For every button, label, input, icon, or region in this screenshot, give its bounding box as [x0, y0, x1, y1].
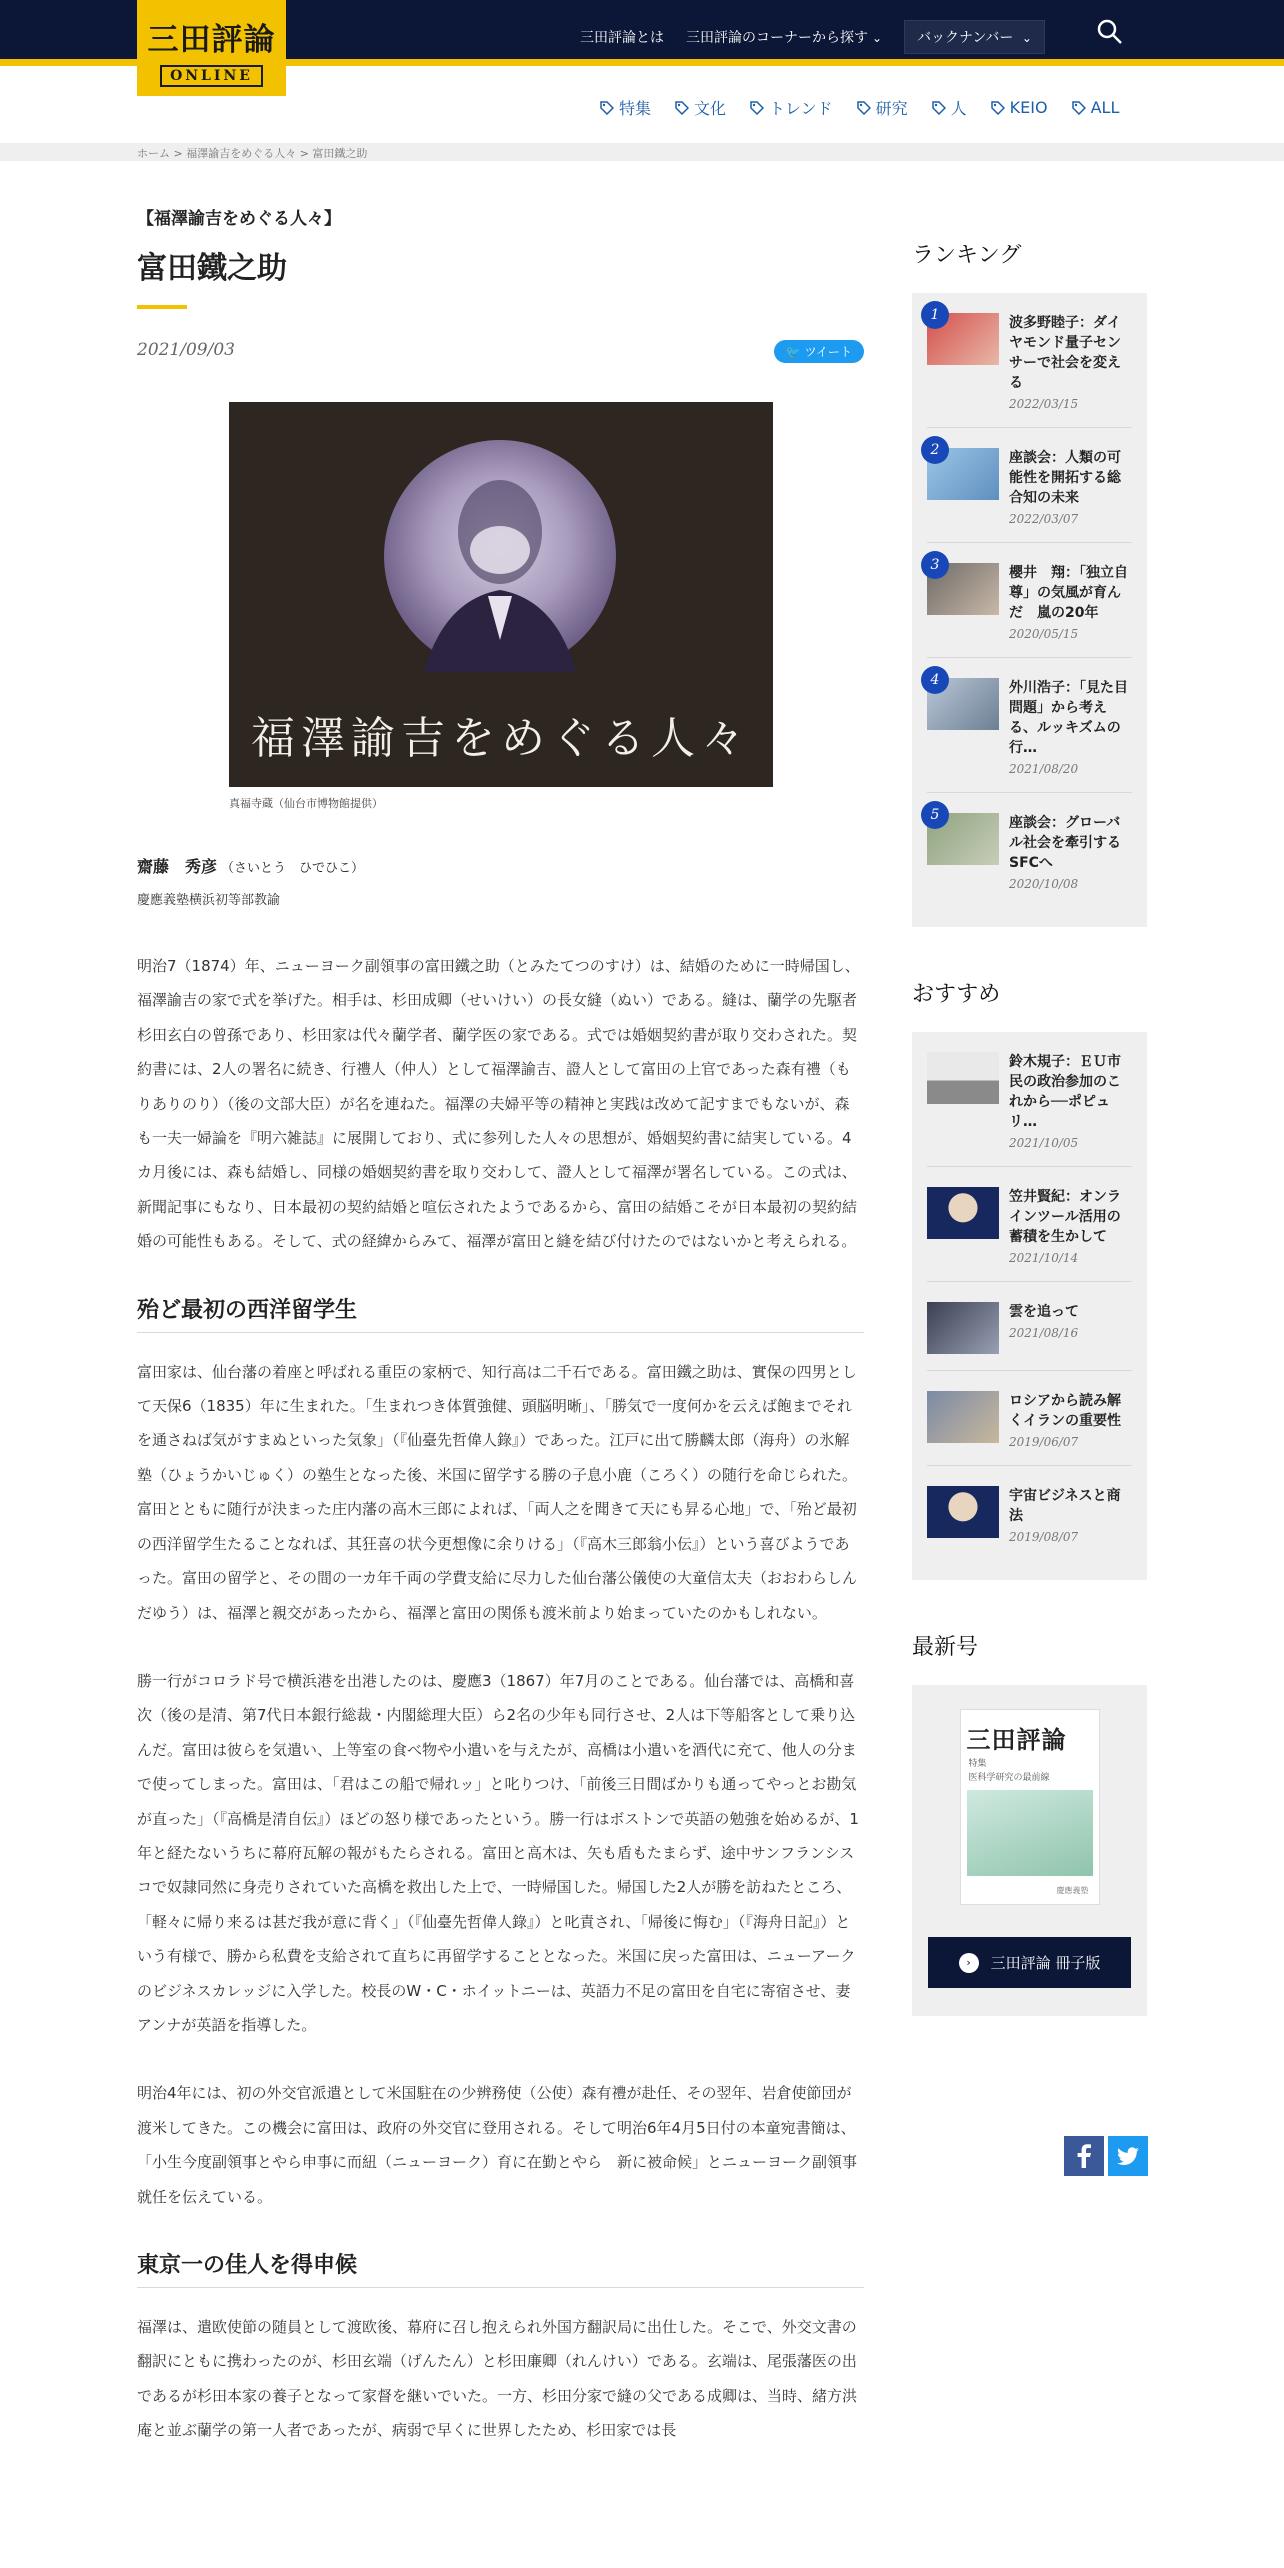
portrait-photo — [384, 440, 616, 672]
reco-heading: おすすめ — [912, 982, 1001, 1007]
paragraph: 勝一行がコロラド号で横浜港を出港したのは、慶應3（1867）年7月のことである。仙台藩では、高橋和喜次（後の是清、第7代日本銀行総裁・内閣総理大臣）ら2名の少年も同行させ、2人は下等船客として乗り込んだ。富田は彼らを気遣い、上等室の食べ物や小遣いを与えたが、高橋は小遣いを酒代に充て、他人の分まで使ってしまった。富田は、「君はこの船で帰れッ」と叱りつけ、「前後三日間ばかりも通ってやっとお勘気が直った」（『高橋是清自伝』）ほどの怒り様であったという。勝一行はボストンで英語の勉強を始めるが、1年と経たないうちに幕府瓦解の報がもたらされる。富田と高木は、矢も盾もたまらず、途中サンフランシスコで奴隷同然に身売りされていた高橋を救出した上で、一時帰国した。帰国した2人が勝を訪ねたところ、「軽々に帰り来るは甚だ我が意に背く」（『仙臺先哲偉人錄』）と叱責され、「帰後に悔む」（『海舟日記』）という有様で、勝から私費を支給されて直ちに再留学することとなった。米国に戻った富田は、ニューアークのビジネスカレッジに入学した。校長のW・C・ホイットニーは、英語力不足の富田を自宅に寄宿させ、妻アンナが英語を指導した。 — [137, 1671, 859, 2034]
tag-icon — [932, 101, 946, 115]
reco-date: 2019/08/07 — [1009, 1530, 1079, 1544]
reco-item[interactable] — [927, 1183, 1132, 1282]
tag-icon — [991, 101, 1005, 115]
image-credit: 真福寺蔵（仙台市博物館提供） — [229, 797, 383, 810]
category-culture[interactable] — [675, 96, 726, 119]
reco-date: 2021/08/16 — [1009, 1326, 1079, 1340]
category-research[interactable] — [857, 96, 908, 119]
ranking-title: 座談会：人類の可能性を開拓する総合知の未来 — [1009, 450, 1121, 506]
nav-corners[interactable] — [686, 27, 882, 47]
ranking-item[interactable] — [927, 444, 1132, 543]
paragraph: 富田家は、仙台藩の着座と呼ばれる重臣の家柄で、知行高は二千石である。富田鐵之助は、實保の四男として天保6（1835）年に生まれた。「生まれつき体質強健、頭脳明晰」、「勝気で一度何かを云えば飽までそれを通さねば気がすまぬといった気象」（『仙臺先哲偉人錄』）であった。江戸に出て勝麟太郎（海舟）の氷解塾（ひょうかいじゅく）の塾生となった後、米国に留学する勝の子息小鹿（ころく）の随行を命じられた。富田とともに随行が決まった庄内藩の高木三郎によれば、「両人之を聞きて天にも昇る心地」で、「殆ど最初の西洋留学生たることなれば、其狂喜の状今更想像に余りける」（『高木三郎翁小伝』）という喜びようであった。富田の留学と、その間の一カ年千両の学費支給に尽力した仙台藩公儀使の大童信太夫（おおわらしんだゆう）は、福澤と親交があったから、福澤と富田の関係も渡米前より始まっていたのかもしれない。 — [137, 1362, 858, 1622]
ranking-item[interactable] — [927, 559, 1132, 658]
category-all[interactable] — [1072, 96, 1120, 119]
reco-list — [912, 1032, 1147, 1580]
ranking-item[interactable] — [927, 809, 1132, 907]
breadcrumb-bar — [0, 143, 1284, 161]
search-icon[interactable] — [1096, 18, 1124, 46]
category-feature[interactable] — [600, 96, 651, 119]
category-people[interactable] — [932, 96, 967, 119]
ranking-date: 2020/05/15 — [1009, 627, 1079, 641]
hero-image — [229, 402, 773, 787]
reco-date: 2021/10/05 — [1009, 1136, 1079, 1150]
issue-button-label: 三田評論 冊子版 — [990, 1954, 1101, 1972]
reco-thumbnail — [927, 1187, 999, 1239]
sidebar — [912, 238, 1147, 2016]
ranking-title: 外川浩子：「見た目問題」から考える、ルッキズムの行… — [1009, 680, 1128, 756]
ranking-item[interactable] — [927, 674, 1132, 793]
rank-badge: 2 — [921, 436, 949, 464]
rank-badge: 4 — [921, 666, 949, 694]
reco-title: 鈴木規子：ＥＵ市民の政治参加のこれから──ポピュリ… — [1009, 1054, 1121, 1130]
category-nav — [600, 96, 1143, 119]
section-heading: 殆ど最初の西洋留学生 — [137, 1293, 864, 1333]
reco-thumbnail — [927, 1052, 999, 1104]
latest-heading: 最新号 — [912, 1635, 979, 1660]
facebook-icon[interactable] — [1064, 2136, 1104, 2176]
hero-caption: 福澤諭吉をめぐる人々 — [251, 713, 751, 764]
title-underline — [137, 305, 187, 309]
category-label: 人 — [950, 99, 967, 118]
reco-date: 2019/06/07 — [1009, 1435, 1079, 1449]
cover-art — [967, 1790, 1093, 1876]
reco-date: 2021/10/14 — [1009, 1251, 1079, 1265]
article-date: 2021/09/03 — [137, 340, 235, 360]
author-name-text: 齋藤 秀彦 — [137, 857, 218, 876]
article-series: 【福澤諭吉をめぐる人々】 — [137, 209, 341, 229]
author-role: 慶應義塾横浜初等部教諭 — [137, 893, 281, 908]
cover-title: 三田評論 — [966, 1725, 1067, 1754]
article-body — [137, 949, 864, 2482]
logo-main: 三田評論 — [147, 22, 276, 58]
category-keio[interactable] — [991, 96, 1048, 119]
tag-icon — [750, 101, 764, 115]
ranking-item[interactable] — [927, 309, 1132, 428]
ranking-title: 櫻井 翔：「独立自尊」の気風が育んだ 嵐の20年 — [1009, 565, 1128, 621]
author-block — [137, 854, 364, 908]
reco-item[interactable] — [927, 1482, 1132, 1560]
twitter-icon[interactable] — [1108, 2136, 1148, 2176]
site-logo[interactable] — [137, 0, 286, 96]
paragraph: 明治4年には、初の外交官派遣として米国駐在の少辨務使（公使）森有禮が赴任、その翌年、岩倉使節団が渡米してきた。この機会に富田は、政府の外交官に登用される。そして明治6年4月5日付の本童宛書簡は、「小生今度副領事とやら申事に而紐（ニューヨーク）育に在勤とやら 新に被命候」とニューヨーク副領事就任を伝えている。 — [137, 2084, 858, 2206]
tag-icon — [600, 101, 614, 115]
category-label: ALL — [1090, 98, 1120, 117]
tag-icon — [1072, 101, 1086, 115]
reco-thumbnail — [927, 1391, 999, 1443]
ranking-date: 2020/10/08 — [1009, 877, 1079, 891]
rank-badge: 5 — [921, 801, 949, 829]
tweet-button[interactable] — [774, 340, 864, 363]
reco-title: ロシアから読み解くイランの重要性 — [1009, 1393, 1121, 1429]
tweet-label: ツイート — [804, 345, 852, 359]
category-label: 特集 — [619, 99, 652, 118]
breadcrumb[interactable]: ホーム > 福澤諭吉をめぐる人々 > 富田鐵之助 — [137, 147, 368, 160]
category-trend[interactable] — [750, 96, 833, 119]
ranking-title: 座談会：グローバル社会を牽引するSFCへ — [1009, 815, 1121, 871]
reco-item[interactable] — [927, 1298, 1132, 1371]
arrow-right-icon: › — [959, 1953, 979, 1973]
article — [137, 204, 864, 2440]
section-heading: 東京一の佳人を得申候 — [137, 2248, 864, 2288]
reco-title: 笠井賢紀：オンラインツール活用の蓄積を生かして — [1009, 1189, 1121, 1245]
top-nav — [580, 20, 1045, 54]
portrait-figure — [384, 440, 616, 672]
social-links — [1060, 2136, 1148, 2176]
tag-icon — [675, 101, 689, 115]
ranking-heading: ランキング — [912, 243, 1022, 268]
issue-print-button[interactable] — [928, 1937, 1131, 1988]
category-label: 研究 — [875, 99, 908, 118]
nav-about[interactable]: 三田評論とは — [580, 30, 664, 46]
reco-item[interactable] — [927, 1387, 1132, 1466]
ranking-date: 2022/03/07 — [1009, 512, 1079, 526]
reco-thumbnail — [927, 1486, 999, 1538]
rank-badge: 3 — [921, 551, 949, 579]
ranking-title: 波多野睦子：ダイヤモンド量子センサーで社会を変える — [1009, 315, 1121, 391]
reco-item[interactable] — [927, 1048, 1132, 1167]
issue-cover[interactable] — [960, 1709, 1100, 1905]
page-title: 富田鐵之助 — [137, 251, 287, 286]
chevron-down-icon: ⌄ — [1021, 31, 1032, 45]
rank-badge: 1 — [921, 301, 949, 329]
latest-issue — [912, 1685, 1147, 2016]
backnumber-label: バックナンバー — [917, 30, 1014, 46]
ranking-list — [912, 293, 1147, 927]
reco-title: 雲を追って — [1009, 1304, 1079, 1320]
author-name — [137, 854, 364, 877]
reco-thumbnail — [927, 1302, 999, 1354]
backnumber-select[interactable] — [904, 20, 1045, 54]
ranking-date: 2021/08/20 — [1009, 762, 1079, 776]
logo-sub: ONLINE — [160, 65, 263, 87]
category-label: 文化 — [694, 99, 727, 118]
cover-headline: 医科学研究の最前線 — [968, 1773, 1050, 1783]
chevron-down-icon: ⌄ — [872, 31, 883, 45]
cover-feature: 特集 — [968, 1759, 987, 1769]
twitter-bird-icon: 🐦 — [785, 345, 801, 359]
category-label: KEIO — [1009, 98, 1048, 117]
paragraph: 明治7（1874）年、ニューヨーク副領事の富田鐵之助（とみたてつのすけ）は、結婚のために一時帰国し、福澤諭吉の家で式を挙げた。相手は、杉田成卿（せいけい）の長女縫（ぬい）である。縫は、蘭学の先駆者杉田玄白の曾孫であり、杉田家は代々蘭学者、蘭学医の家である。式では婚姻契約書が取り交わされた。契約書には、2人の署名に続き、行禮人（仲人）として福澤諭吉、證人として富田の上官であった森有禮（もりありのり）（後の文部大臣）が名を連ねた。福澤の夫婦平等の精神と実践は改めて記すまでもないが、森も一夫一婦論を『明六雑誌』に展開しており、式に参列した人々の思想が、婚姻契約書に結実している。4カ月後には、森も結婚し、同様の婚姻契約書を取り交わして、證人として福澤が署名している。この式は、新聞記事にもなり、日本最初の契約結婚と喧伝されたようであるから、富田の結婚こそが日本最初の契約結婚の可能性もある。そして、式の経緯からみて、福澤が富田と縫を結び付けたのではないかと考えられる。 — [137, 957, 860, 1251]
cover-publisher: 慶應義塾 — [1056, 1886, 1089, 1895]
tag-icon — [857, 101, 871, 115]
nav-corners-label: 三田評論のコーナーから探す — [686, 30, 868, 46]
category-label: トレンド — [769, 99, 833, 118]
author-kana: （さいとう ひでひこ） — [221, 861, 365, 876]
ranking-date: 2022/03/15 — [1009, 397, 1079, 411]
reco-title: 宇宙ビジネスと商法 — [1009, 1488, 1121, 1524]
paragraph: 福澤は、遣欧使節の随員として渡欧後、幕府に召し抱えられ外国方翻訳局に出仕した。そこで、外交文書の翻訳にともに携わったのが、杉田玄端（げんたん）と杉田廉卿（れんけい）である。玄端は、尾張藩医の出であるが杉田本家の養子となって家督を継いでいた。一方、杉田分家で縫の父である成卿は、当時、緒方洪庵と並ぶ蘭学の第一人者であったが、病弱で早くに世界したため、杉田家では長 — [137, 2318, 858, 2440]
